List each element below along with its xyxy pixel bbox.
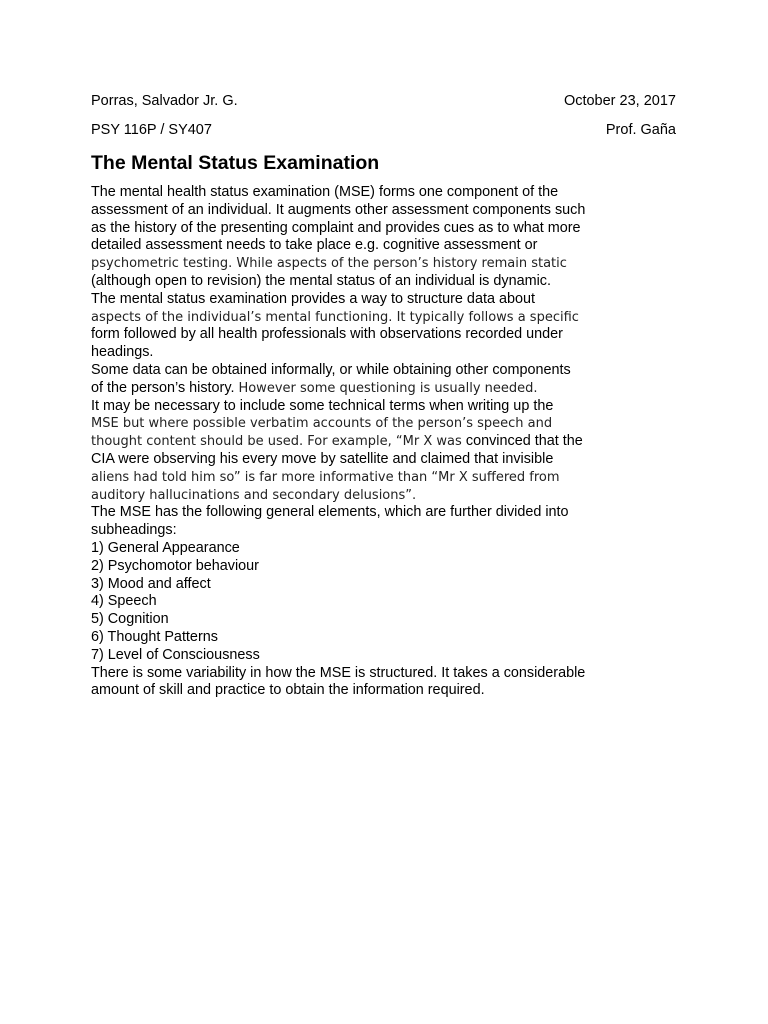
body-line xyxy=(91,237,616,255)
body-line xyxy=(91,611,616,629)
body-text-segment: headings. xyxy=(91,344,154,361)
document-title: The Mental Status Examination xyxy=(91,152,380,174)
body-line xyxy=(91,682,616,700)
body-text-segment: 4) Speech xyxy=(91,593,157,610)
body-text-segment: psychometric testing. While aspects of the person’s history remain static xyxy=(91,256,567,272)
body-text-segment: 7) Level of Consciousness xyxy=(91,646,260,663)
body-text-segment: of the person’s history. xyxy=(91,379,239,396)
body-text-segment: 5) Cognition xyxy=(91,611,169,628)
body-text-segment: 1) General Appearance xyxy=(91,539,240,556)
body-line xyxy=(91,344,616,362)
body-line xyxy=(91,540,616,558)
body-text-segment: Some data can be obtained informally, or while obtaining other components xyxy=(91,361,571,378)
body-line xyxy=(91,255,616,273)
body-text-segment: thought content should be used. For example, “Mr X was xyxy=(91,434,466,450)
body-line xyxy=(91,273,616,291)
body-text-segment: However some questioning is usually needed. xyxy=(238,380,538,396)
body-text-segment: The mental status examination provides a way to structure data about xyxy=(91,290,535,307)
author-name: Porras, Salvador Jr. G. xyxy=(91,93,238,109)
body-line xyxy=(91,593,616,611)
body-line xyxy=(91,380,616,398)
body-line xyxy=(91,291,616,309)
body-text-segment: MSE but where possible verbatim accounts of the person’s speech and xyxy=(91,416,553,432)
document-date: October 23, 2017 xyxy=(563,93,676,109)
body-line xyxy=(91,629,616,647)
body-text-segment: CIA were observing his every move by satellite and claimed that invisible xyxy=(91,450,554,467)
body-line xyxy=(91,647,616,665)
body-text-segment: aspects of the individual’s mental functioning. It typically follows a specific xyxy=(91,309,579,325)
body-line xyxy=(91,184,616,202)
body-text xyxy=(91,184,616,700)
course-code: PSY 116P / SY407 xyxy=(91,122,212,138)
body-line xyxy=(91,220,616,238)
body-line xyxy=(91,415,616,433)
body-line xyxy=(91,309,616,327)
body-text-segment: subheadings: xyxy=(91,522,177,539)
body-text-segment: It may be necessary to include some technical terms when writing up the xyxy=(91,397,554,414)
professor-name: Prof. Gaña xyxy=(605,122,676,138)
body-text-segment: 6) Thought Patterns xyxy=(91,628,218,645)
body-text-segment: The MSE has the following general elements, which are further divided into xyxy=(91,504,569,521)
body-text-segment: (although open to revision) the mental status of an individual is dynamic. xyxy=(91,272,551,289)
body-text-segment: aliens had told him so” is far more informative than “Mr X suffered from xyxy=(91,469,560,485)
body-line xyxy=(91,469,616,487)
body-line xyxy=(91,576,616,594)
body-text-segment: assessment of an individual. It augments other assessment components such xyxy=(91,201,586,218)
header-row-course-professor xyxy=(91,121,676,139)
body-text-segment: as the history of the presenting complaint and provides cues as to what more xyxy=(91,219,581,236)
body-text-segment: convinced that the xyxy=(465,433,583,450)
body-line xyxy=(91,665,616,683)
body-line xyxy=(91,326,616,344)
document-page xyxy=(91,92,676,700)
body-line xyxy=(91,433,616,451)
body-line xyxy=(91,202,616,220)
body-text-segment: 3) Mood and affect xyxy=(91,575,211,592)
body-line xyxy=(91,362,616,380)
body-line xyxy=(91,504,616,522)
header-row-author-date xyxy=(91,92,676,110)
body-text-segment: detailed assessment needs to take place e.g. cognitive assessment or xyxy=(91,237,538,254)
body-text-segment: amount of skill and practice to obtain the information required. xyxy=(91,682,485,699)
body-text-segment: 2) Psychomotor behaviour xyxy=(91,557,259,574)
body-text-segment: auditory hallucinations and secondary delusions”. xyxy=(91,487,417,503)
body-line xyxy=(91,451,616,469)
body-text-segment: There is some variability in how the MSE is structured. It takes a considerable xyxy=(91,664,586,681)
body-text-segment: form followed by all health professionals with observations recorded under xyxy=(91,326,563,343)
body-line xyxy=(91,522,616,540)
body-line xyxy=(91,487,616,505)
body-line xyxy=(91,558,616,576)
body-text-segment: The mental health status examination (MSE) forms one component of the xyxy=(91,184,559,200)
body-line xyxy=(91,398,616,416)
